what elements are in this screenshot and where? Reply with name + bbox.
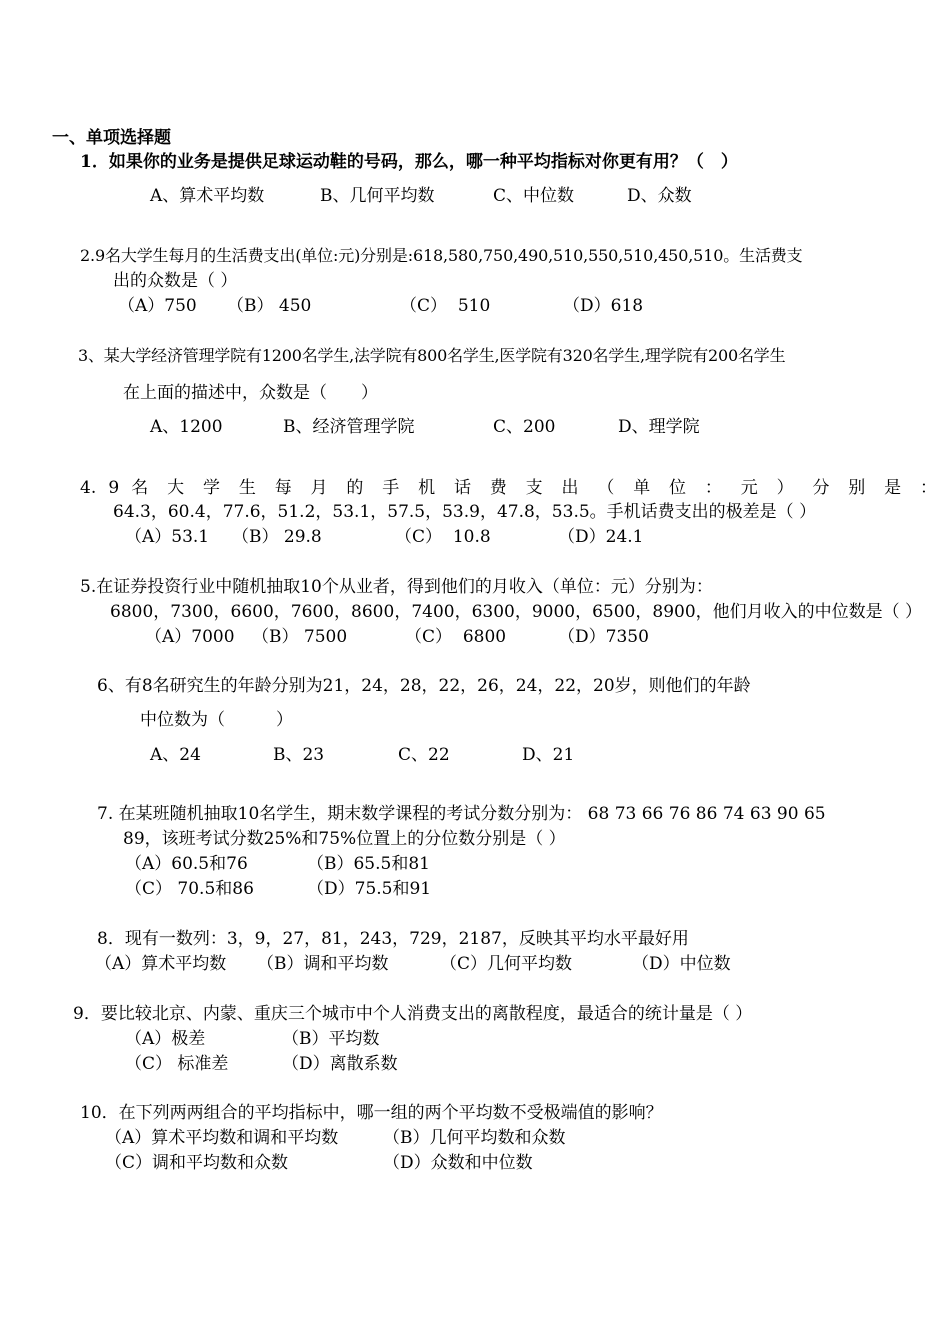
question-10-option-c: （C）调和平均数和众数	[105, 1153, 289, 1173]
question-4-option-b: （B） 29.8	[232, 527, 322, 547]
question-3-option-d: D、理学院	[618, 417, 700, 437]
question-2-stem-line2: 出的众数是（ ）	[113, 271, 238, 291]
question-2-stem-line1: 2.9名大学生每月的生活费支出(单位:元)分别是:618,580,750,490,510,550,510,450,510。生活费支	[80, 246, 803, 265]
question-9-stem: 9．要比较北京、内蒙、重庆三个城市中个人消费支出的离散程度，最适合的统计量是（ ）	[73, 1004, 753, 1024]
question-9-option-d: （D）离散系数	[282, 1054, 398, 1074]
question-1-option-d: D、众数	[627, 186, 692, 206]
section-title: 一、单项选择题	[52, 128, 171, 148]
question-2-option-c: （C） 510	[400, 296, 491, 316]
question-5-option-d: （D）7350	[558, 627, 649, 647]
question-1-option-b: B、几何平均数	[320, 186, 435, 206]
question-3-option-b: B、经济管理学院	[283, 417, 415, 437]
question-1-stem: 1．如果你的业务是提供足球运动鞋的号码，那么，哪一种平均指标对你更有用？（ ）	[80, 152, 738, 172]
question-4-option-c: （C） 10.8	[395, 527, 491, 547]
question-3-option-c: C、200	[493, 417, 556, 437]
question-4-stem-line2: 64.3，60.4，77.6，51.2，53.1，57.5，53.9，47.8，53.5。手机话费支出的极差是（ ）	[113, 502, 817, 522]
question-10-option-b: （B）几何平均数和众数	[383, 1128, 566, 1148]
question-7-option-c: （C） 70.5和86	[125, 879, 254, 899]
question-5-stem-line2: 6800，7300，6600，7600，8600，7400，6300，9000，6500，8900，他们月收入的中位数是（ ）	[110, 602, 923, 622]
question-7-option-b: （B）65.5和81	[307, 854, 430, 874]
question-5-option-c: （C） 6800	[405, 627, 507, 647]
question-7-option-a: （A）60.5和76	[125, 854, 248, 874]
question-1-option-c: C、中位数	[493, 186, 575, 206]
question-4-option-a: （A）53.1	[125, 527, 210, 547]
question-8-option-d: （D）中位数	[632, 954, 731, 974]
question-8-option-b: （B）调和平均数	[257, 954, 389, 974]
question-7-option-d: （D）75.5和91	[307, 879, 432, 899]
question-6-stem-line2: 中位数为（ ）	[140, 710, 293, 730]
question-4-option-d: （D）24.1	[558, 527, 644, 547]
question-1-option-a: A、算术平均数	[150, 186, 265, 206]
question-6-option-d: D、21	[522, 745, 575, 765]
question-5-option-b: （B） 7500	[252, 627, 348, 647]
question-3-option-a: A、1200	[150, 417, 223, 437]
question-4-stem-line1: 4. 9 名 大 学 生 每 月 的 手 机 话 费 支 出 （ 单 位 ： 元 ） 分 别 是 ：	[80, 478, 937, 498]
question-7-stem-line2: 89，该班考试分数25%和75%位置上的分位数分别是（ ）	[123, 829, 566, 849]
question-10-option-d: （D）众数和中位数	[383, 1153, 533, 1173]
question-5-option-a: （A）7000	[145, 627, 235, 647]
question-10-option-a: （A）算术平均数和调和平均数	[105, 1128, 339, 1148]
question-8-option-a: （A）算术平均数	[95, 954, 227, 974]
question-6-option-a: A、24	[150, 745, 201, 765]
question-6-stem-line1: 6、有8名研究生的年龄分别为21，24，28，22，26，24，22，20岁，则他们的年龄	[97, 676, 751, 696]
question-3-stem-line2: 在上面的描述中，众数是（ ）	[123, 383, 378, 403]
question-7-stem-line1: 7. 在某班随机抽取10名学生，期末数学课程的考试分数分别为： 68 73 66 76 86 74 63 90 65	[97, 804, 826, 824]
question-9-option-a: （A）极差	[125, 1029, 206, 1049]
question-2-option-b: （B） 450	[227, 296, 312, 316]
question-9-option-c: （C） 标准差	[125, 1054, 229, 1074]
question-3-stem-line1: 3、某大学经济管理学院有1200名学生,法学院有800名学生,医学院有320名学生,理学院有200名学生	[78, 346, 786, 365]
question-8-stem: 8．现有一数列：3，9，27，81，243，729，2187，反映其平均水平最好用	[97, 929, 689, 949]
question-6-option-b: B、23	[273, 745, 325, 765]
question-8-option-c: （C）几何平均数	[440, 954, 573, 974]
question-2-option-d: （D）618	[563, 296, 644, 316]
question-10-stem: 10．在下列两两组合的平均指标中，哪一组的两个平均数不受极端值的影响？	[80, 1103, 663, 1123]
question-5-stem-line1: 5.在证券投资行业中随机抽取10个从业者，得到他们的月收入（单位：元）分别为：	[80, 577, 713, 597]
question-6-option-c: C、22	[398, 745, 450, 765]
question-2-option-a: （A）750	[118, 296, 197, 316]
question-9-option-b: （B）平均数	[282, 1029, 380, 1049]
